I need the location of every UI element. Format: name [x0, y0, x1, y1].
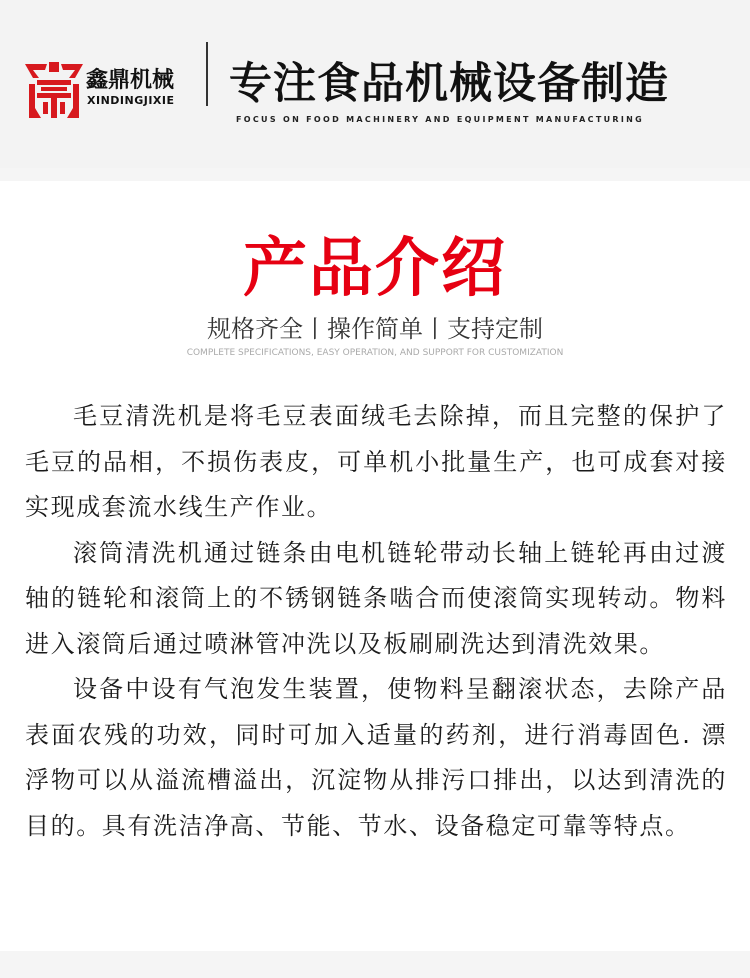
- intro-text: [25, 394, 727, 849]
- intro-paragraph: 设备中设有气泡发生装置，使物料呈翻滚状态，去除产品表面农残的功效，同时可加入适量的药剂，进行消毒固色. 漂浮物可以从溢流槽溢出，沉淀物从排污口排出，以达到清洗的目的。具有洗洁净高、节能、节水、设备稳定可靠等特点。: [25, 675, 727, 840]
- product-intro-card: [0, 181, 750, 951]
- section-subtitle: 规格齐全丨操作简单丨支持定制: [207, 315, 543, 343]
- header-slogan-english: FOCUS ON FOOD MACHINERY AND EQUIPMENT MANUFACTURING: [236, 115, 644, 124]
- brand-logo-icon: [25, 62, 83, 118]
- brand-name-pinyin: XINDINGJIXIE: [87, 94, 175, 107]
- brand-name: 鑫鼎机械: [86, 68, 175, 93]
- page-header: [0, 0, 750, 168]
- intro-paragraph: 毛豆清洗机是将毛豆表面绒毛去除掉，而且完整的保护了毛豆的品相，不损伤表皮，可单机小批量生产，也可成套对接实现成套流水线生产作业。: [25, 402, 727, 521]
- header-divider: [206, 42, 208, 106]
- intro-paragraph: 滚筒清洗机通过链条由电机链轮带动长轴上链轮再由过渡轴的链轮和滚筒上的不锈钢链条啮合而使滚筒实现转动。物料进入滚筒后通过喷淋管冲洗以及板刷刷洗达到清洗效果。: [25, 538, 727, 658]
- section-subtitle-english: COMPLETE SPECIFICATIONS, EASY OPERATION, AND SUPPORT FOR CUSTOMIZATION: [186, 348, 564, 358]
- section-title: 产品介绍: [243, 232, 507, 306]
- header-slogan: 专注食品机械设备制造: [229, 59, 669, 109]
